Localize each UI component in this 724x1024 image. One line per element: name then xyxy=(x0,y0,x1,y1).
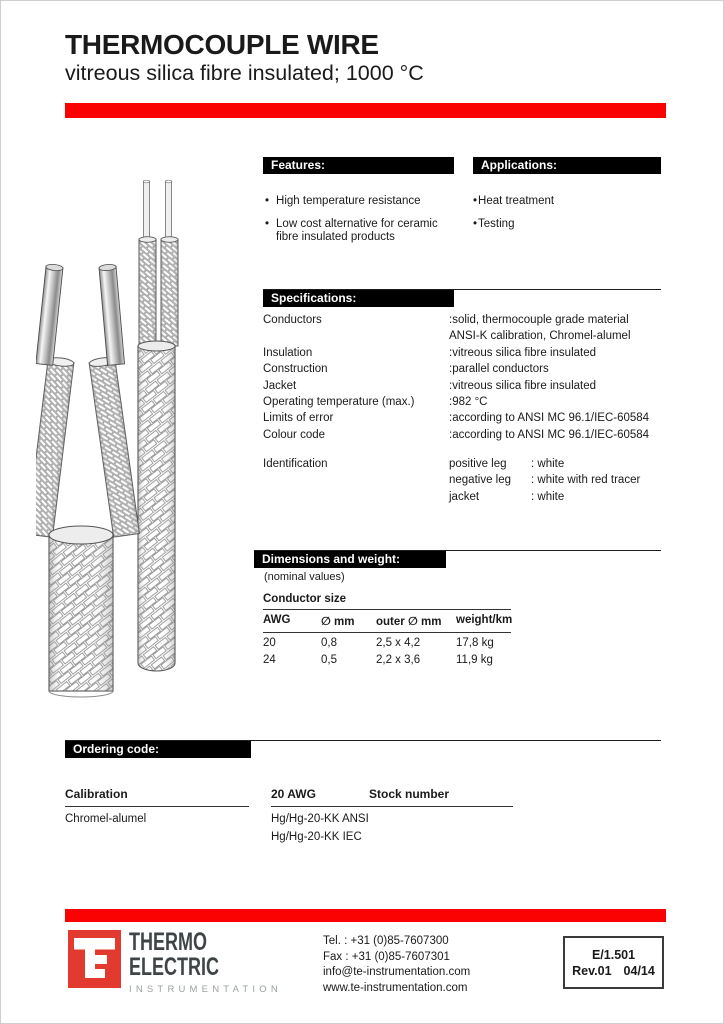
logo-line-instrumentation: INSTRUMENTATION xyxy=(129,984,282,995)
list-item: • High temperature resistance xyxy=(265,195,421,207)
website-link[interactable]: www.te-instrumentation.com xyxy=(323,981,468,994)
applications-section-header: Applications: xyxy=(473,157,661,174)
email-link[interactable]: info@te-instrumentation.com xyxy=(323,966,471,979)
spec-row: Operating temperature (max.) :982 °C xyxy=(263,395,488,408)
page-subtitle: vitreous silica fibre insulated; 1000 °C xyxy=(65,61,424,85)
bare-conductor-right xyxy=(99,264,125,366)
list-item: • Testing xyxy=(473,217,515,230)
calibration-column xyxy=(65,787,249,825)
spec-row: Colour code :according to ANSI MC 96.1/IEC-60584 xyxy=(263,428,650,441)
bullet-icon: • xyxy=(473,195,478,207)
parallel-cable-drawing xyxy=(138,180,178,671)
spec-row: Jacket :vitreous silica fibre insulated xyxy=(263,379,597,392)
dimensions-section-header: Dimensions and weight: xyxy=(254,551,446,568)
red-divider-bottom xyxy=(65,909,666,922)
stock-number-column xyxy=(271,787,513,843)
contact-block xyxy=(323,934,470,996)
list-item: • Heat treatment xyxy=(473,195,555,207)
bullet-icon: • xyxy=(265,217,270,230)
red-divider-top xyxy=(65,103,666,118)
column-header: Calibration xyxy=(65,787,249,807)
logo-line-electric: ELECTRIC xyxy=(129,953,219,981)
fax-line: Fax : +31 (0)85-7607301 xyxy=(323,950,450,963)
list-item: • Low cost alternative for ceramic fibre insulated products xyxy=(265,217,438,243)
features-list xyxy=(265,195,451,254)
thermocouple-wire-illustration xyxy=(36,177,216,717)
table-row: 24 0,5 2,2 x 3,6 11,9 kg xyxy=(263,654,493,666)
ordering-code: Hg/Hg-20-KK IEC xyxy=(271,831,362,843)
table-header-row: AWG ∅ mm outer ∅ mm weight/km xyxy=(263,610,511,633)
doc-number: E/1.501 xyxy=(591,947,636,962)
applications-list xyxy=(473,195,659,240)
identification-label: Identification xyxy=(263,458,328,470)
stripped-cable-drawing xyxy=(36,264,139,697)
phone-line: Tel. : +31 (0)85-7607300 xyxy=(323,935,449,947)
column-header: 20 AWG Stock number xyxy=(271,787,513,807)
specifications-section-header: Specifications: xyxy=(263,290,454,307)
spec-row: Insulation :vitreous silica fibre insulated xyxy=(263,346,597,359)
specifications-table xyxy=(263,314,667,445)
logo-line-thermo: THERMO xyxy=(129,928,207,956)
calibration-value: Chromel-alumel xyxy=(65,813,147,825)
revision-line: Rev.01 04/14 xyxy=(572,963,655,978)
page-title: THERMOCOUPLE WIRE xyxy=(65,29,379,60)
identification-row: positive leg : white xyxy=(449,458,565,470)
conductor-size-table xyxy=(263,593,511,667)
te-monogram-icon xyxy=(68,930,121,988)
nominal-values-note: (nominal values) xyxy=(264,571,345,583)
ordering-section-header: Ordering code: xyxy=(65,741,251,758)
bullet-icon: • xyxy=(265,195,270,207)
features-section-header: Features: xyxy=(263,157,454,174)
identification-table xyxy=(449,458,667,507)
identification-row: negative leg : white with red tracer xyxy=(449,474,641,487)
spec-row: Construction :parallel conductors xyxy=(263,363,549,376)
logo-wordmark xyxy=(129,930,282,995)
ordering-code: Hg/Hg-20-KK ANSI xyxy=(271,813,369,825)
identification-row: jacket : white xyxy=(449,490,565,503)
table-title: Conductor size xyxy=(263,593,511,610)
spec-row: Conductors :solid, thermocouple grade material xyxy=(263,314,629,326)
table-row: 20 0,8 2,5 x 4,2 17,8 kg xyxy=(263,637,494,649)
bullet-icon: • xyxy=(473,217,478,230)
bare-conductor-left xyxy=(36,264,63,366)
spec-row: Limits of error :according to ANSI MC 96.1/IEC-60584 xyxy=(263,412,650,425)
spec-row: ANSI-K calibration, Chromel-alumel xyxy=(449,330,631,343)
document-revision-box xyxy=(563,936,664,989)
company-logo xyxy=(68,930,282,995)
